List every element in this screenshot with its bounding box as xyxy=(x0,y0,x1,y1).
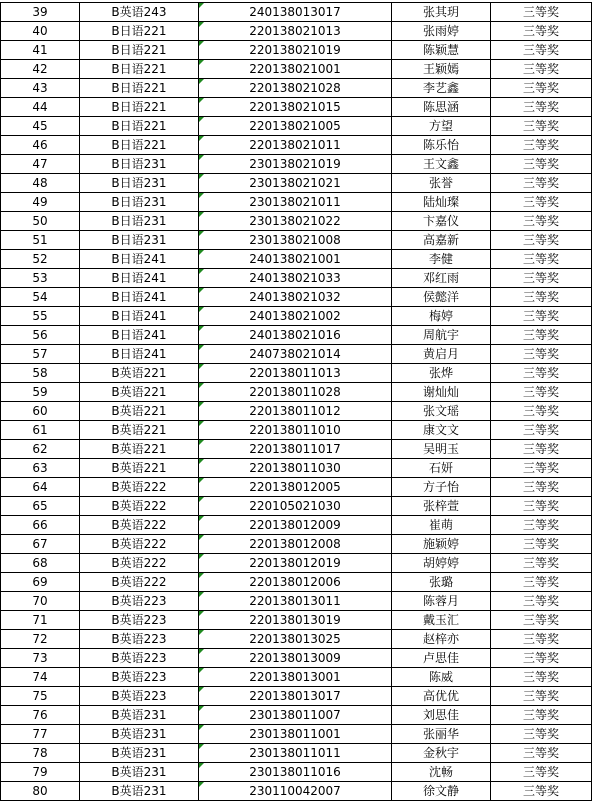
cell-student-id[interactable]: 220138013017 xyxy=(199,687,392,706)
cell-serial-number[interactable]: 74 xyxy=(1,668,80,687)
cell-student-name[interactable]: 陈思涵 xyxy=(392,98,491,117)
cell-serial-number[interactable]: 59 xyxy=(1,383,80,402)
cell-award-level[interactable]: 三等奖 xyxy=(491,421,592,440)
cell-student-id[interactable]: 230138011001 xyxy=(199,725,392,744)
cell-student-id[interactable]: 220138021001 xyxy=(199,60,392,79)
cell-award-level[interactable]: 三等奖 xyxy=(491,687,592,706)
cell-award-level[interactable]: 三等奖 xyxy=(491,402,592,421)
table-row xyxy=(1,687,592,706)
cell-serial-number[interactable]: 62 xyxy=(1,440,80,459)
cell-award-level[interactable]: 三等奖 xyxy=(491,364,592,383)
cell-class[interactable]: B英语221 xyxy=(80,459,199,478)
cell-award-level[interactable]: 三等奖 xyxy=(491,3,592,22)
cell-student-name[interactable]: 高嘉新 xyxy=(392,231,491,250)
cell-student-id[interactable]: 230110042007 xyxy=(199,782,392,801)
cell-class[interactable]: B英语231 xyxy=(80,763,199,782)
cell-class[interactable]: B日语221 xyxy=(80,98,199,117)
cell-award-level[interactable]: 三等奖 xyxy=(491,478,592,497)
cell-serial-number[interactable]: 45 xyxy=(1,117,80,136)
table-row xyxy=(1,212,592,231)
cell-class[interactable]: B日语241 xyxy=(80,250,199,269)
cell-student-id[interactable]: 220138012008 xyxy=(199,535,392,554)
table-row xyxy=(1,535,592,554)
cell-student-name[interactable]: 邓红雨 xyxy=(392,269,491,288)
cell-student-id[interactable]: 220138021011 xyxy=(199,136,392,155)
cell-serial-number[interactable]: 39 xyxy=(1,3,80,22)
cell-award-level[interactable]: 三等奖 xyxy=(491,763,592,782)
cell-student-id[interactable]: 220138021019 xyxy=(199,41,392,60)
table-row xyxy=(1,725,592,744)
cell-class[interactable]: B日语221 xyxy=(80,79,199,98)
cell-serial-number[interactable]: 78 xyxy=(1,744,80,763)
cell-award-level[interactable]: 三等奖 xyxy=(491,611,592,630)
cell-class[interactable]: B英语223 xyxy=(80,592,199,611)
cell-class[interactable]: B英语221 xyxy=(80,440,199,459)
cell-class[interactable]: B英语222 xyxy=(80,554,199,573)
cell-student-id[interactable]: 230138021022 xyxy=(199,212,392,231)
cell-student-name[interactable]: 石妍 xyxy=(392,459,491,478)
cell-student-name[interactable]: 卢思佳 xyxy=(392,649,491,668)
cell-award-level[interactable]: 三等奖 xyxy=(491,79,592,98)
cell-award-level[interactable]: 三等奖 xyxy=(491,288,592,307)
cell-award-level[interactable]: 三等奖 xyxy=(491,782,592,801)
cell-serial-number[interactable]: 70 xyxy=(1,592,80,611)
cell-class[interactable]: B英语223 xyxy=(80,687,199,706)
table-row xyxy=(1,155,592,174)
table-row xyxy=(1,345,592,364)
table-row xyxy=(1,174,592,193)
cell-serial-number[interactable]: 46 xyxy=(1,136,80,155)
cell-student-id[interactable]: 220138012009 xyxy=(199,516,392,535)
cell-class[interactable]: B英语243 xyxy=(80,3,199,22)
cell-award-level[interactable]: 三等奖 xyxy=(491,269,592,288)
cell-serial-number[interactable]: 42 xyxy=(1,60,80,79)
cell-award-level[interactable]: 三等奖 xyxy=(491,383,592,402)
cell-class[interactable]: B日语241 xyxy=(80,345,199,364)
cell-class[interactable]: B日语241 xyxy=(80,269,199,288)
cell-student-name[interactable]: 王文鑫 xyxy=(392,155,491,174)
cell-class[interactable]: B日语221 xyxy=(80,22,199,41)
table-row xyxy=(1,649,592,668)
cell-serial-number[interactable]: 76 xyxy=(1,706,80,725)
cell-class[interactable]: B日语231 xyxy=(80,174,199,193)
cell-student-id[interactable]: 230138011011 xyxy=(199,744,392,763)
cell-serial-number[interactable]: 65 xyxy=(1,497,80,516)
cell-student-id[interactable]: 230138011016 xyxy=(199,763,392,782)
cell-student-name[interactable]: 张璐 xyxy=(392,573,491,592)
cell-student-name[interactable]: 谢灿灿 xyxy=(392,383,491,402)
cell-student-name[interactable]: 吴明玉 xyxy=(392,440,491,459)
cell-student-name[interactable]: 陈乐怡 xyxy=(392,136,491,155)
table-row xyxy=(1,611,592,630)
cell-class[interactable]: B日语221 xyxy=(80,60,199,79)
cell-serial-number[interactable]: 47 xyxy=(1,155,80,174)
cell-serial-number[interactable]: 40 xyxy=(1,22,80,41)
cell-student-id[interactable]: 220138012019 xyxy=(199,554,392,573)
cell-award-level[interactable]: 三等奖 xyxy=(491,174,592,193)
cell-student-name[interactable]: 陈威 xyxy=(392,668,491,687)
cell-class[interactable]: B英语223 xyxy=(80,611,199,630)
cell-award-level[interactable]: 三等奖 xyxy=(491,307,592,326)
cell-student-name[interactable]: 张梓萱 xyxy=(392,497,491,516)
cell-class[interactable]: B英语221 xyxy=(80,383,199,402)
table-row xyxy=(1,307,592,326)
cell-award-level[interactable]: 三等奖 xyxy=(491,592,592,611)
cell-serial-number[interactable]: 51 xyxy=(1,231,80,250)
cell-class[interactable]: B日语231 xyxy=(80,231,199,250)
cell-serial-number[interactable]: 54 xyxy=(1,288,80,307)
cell-award-level[interactable]: 三等奖 xyxy=(491,98,592,117)
cell-class[interactable]: B英语222 xyxy=(80,497,199,516)
table-row xyxy=(1,402,592,421)
table-row xyxy=(1,554,592,573)
cell-award-level[interactable]: 三等奖 xyxy=(491,440,592,459)
cell-award-level[interactable]: 三等奖 xyxy=(491,326,592,345)
cell-student-name[interactable]: 李健 xyxy=(392,250,491,269)
cell-student-id[interactable]: 220105021030 xyxy=(199,497,392,516)
cell-class[interactable]: B英语231 xyxy=(80,725,199,744)
cell-student-id[interactable]: 220138021013 xyxy=(199,22,392,41)
cell-student-name[interactable]: 徐文静 xyxy=(392,782,491,801)
cell-student-id[interactable]: 230138021021 xyxy=(199,174,392,193)
cell-student-id[interactable]: 220138013001 xyxy=(199,668,392,687)
cell-class[interactable]: B英语223 xyxy=(80,630,199,649)
cell-serial-number[interactable]: 50 xyxy=(1,212,80,231)
cell-award-level[interactable]: 三等奖 xyxy=(491,41,592,60)
cell-award-level[interactable]: 三等奖 xyxy=(491,117,592,136)
cell-student-id[interactable]: 220138021015 xyxy=(199,98,392,117)
cell-student-name[interactable]: 张雨婷 xyxy=(392,22,491,41)
cell-student-name[interactable]: 金秋宇 xyxy=(392,744,491,763)
cell-student-id[interactable]: 220138013025 xyxy=(199,630,392,649)
table-row xyxy=(1,668,592,687)
cell-award-level[interactable]: 三等奖 xyxy=(491,725,592,744)
cell-class[interactable]: B英语222 xyxy=(80,478,199,497)
table-row xyxy=(1,269,592,288)
cell-student-id[interactable]: 240138021033 xyxy=(199,269,392,288)
cell-student-name[interactable]: 黄启月 xyxy=(392,345,491,364)
cell-serial-number[interactable]: 48 xyxy=(1,174,80,193)
cell-class[interactable]: B日语221 xyxy=(80,41,199,60)
cell-class[interactable]: B英语231 xyxy=(80,706,199,725)
cell-award-level[interactable]: 三等奖 xyxy=(491,554,592,573)
cell-serial-number[interactable]: 63 xyxy=(1,459,80,478)
cell-class[interactable]: B日语241 xyxy=(80,307,199,326)
cell-class[interactable]: B日语221 xyxy=(80,117,199,136)
award-list-table xyxy=(0,2,592,801)
cell-student-id[interactable]: 220138011028 xyxy=(199,383,392,402)
cell-student-name[interactable]: 王颖嫣 xyxy=(392,60,491,79)
table-row xyxy=(1,592,592,611)
cell-serial-number[interactable]: 68 xyxy=(1,554,80,573)
cell-student-name[interactable]: 张文瑶 xyxy=(392,402,491,421)
cell-class[interactable]: B英语221 xyxy=(80,364,199,383)
cell-serial-number[interactable]: 49 xyxy=(1,193,80,212)
cell-class[interactable]: B日语231 xyxy=(80,212,199,231)
cell-student-name[interactable]: 施颖婷 xyxy=(392,535,491,554)
cell-serial-number[interactable]: 77 xyxy=(1,725,80,744)
table-row xyxy=(1,706,592,725)
cell-student-name[interactable]: 戴玉汇 xyxy=(392,611,491,630)
cell-student-name[interactable]: 张誉 xyxy=(392,174,491,193)
cell-student-id[interactable]: 220138011017 xyxy=(199,440,392,459)
cell-serial-number[interactable]: 61 xyxy=(1,421,80,440)
table-row xyxy=(1,22,592,41)
table-row xyxy=(1,440,592,459)
cell-class[interactable]: B英语222 xyxy=(80,516,199,535)
cell-student-name[interactable]: 高优优 xyxy=(392,687,491,706)
cell-class[interactable]: B日语231 xyxy=(80,155,199,174)
table-row xyxy=(1,250,592,269)
cell-serial-number[interactable]: 64 xyxy=(1,478,80,497)
cell-class[interactable]: B日语241 xyxy=(80,326,199,345)
cell-student-id[interactable]: 220138021005 xyxy=(199,117,392,136)
cell-student-name[interactable]: 康文文 xyxy=(392,421,491,440)
cell-serial-number[interactable]: 60 xyxy=(1,402,80,421)
cell-award-level[interactable]: 三等奖 xyxy=(491,630,592,649)
table-row xyxy=(1,421,592,440)
table-row xyxy=(1,193,592,212)
table-row xyxy=(1,478,592,497)
table-row xyxy=(1,516,592,535)
cell-class[interactable]: B英语231 xyxy=(80,744,199,763)
cell-serial-number[interactable]: 79 xyxy=(1,763,80,782)
cell-student-name[interactable]: 胡婷婷 xyxy=(392,554,491,573)
cell-serial-number[interactable]: 41 xyxy=(1,41,80,60)
table-row xyxy=(1,3,592,22)
cell-student-id[interactable]: 220138011012 xyxy=(199,402,392,421)
cell-student-id[interactable]: 220138013019 xyxy=(199,611,392,630)
cell-student-id[interactable]: 230138021008 xyxy=(199,231,392,250)
cell-award-level[interactable]: 三等奖 xyxy=(491,459,592,478)
cell-student-id[interactable]: 220138011013 xyxy=(199,364,392,383)
cell-award-level[interactable]: 三等奖 xyxy=(491,497,592,516)
table-row xyxy=(1,79,592,98)
table-row xyxy=(1,744,592,763)
cell-student-id[interactable]: 240738021014 xyxy=(199,345,392,364)
cell-serial-number[interactable]: 67 xyxy=(1,535,80,554)
cell-student-name[interactable]: 刘思佳 xyxy=(392,706,491,725)
cell-award-level[interactable]: 三等奖 xyxy=(491,136,592,155)
cell-student-name[interactable]: 沈畅 xyxy=(392,763,491,782)
cell-award-level[interactable]: 三等奖 xyxy=(491,345,592,364)
cell-student-id[interactable]: 240138021002 xyxy=(199,307,392,326)
cell-serial-number[interactable]: 80 xyxy=(1,782,80,801)
cell-award-level[interactable]: 三等奖 xyxy=(491,231,592,250)
cell-serial-number[interactable]: 57 xyxy=(1,345,80,364)
cell-serial-number[interactable]: 69 xyxy=(1,573,80,592)
cell-student-id[interactable]: 220138013011 xyxy=(199,592,392,611)
cell-student-id[interactable]: 220138013009 xyxy=(199,649,392,668)
cell-serial-number[interactable]: 66 xyxy=(1,516,80,535)
cell-student-name[interactable]: 周航宇 xyxy=(392,326,491,345)
table-row xyxy=(1,459,592,478)
cell-award-level[interactable]: 三等奖 xyxy=(491,744,592,763)
cell-serial-number[interactable]: 56 xyxy=(1,326,80,345)
cell-student-name[interactable]: 张其玥 xyxy=(392,3,491,22)
cell-student-name[interactable]: 方望 xyxy=(392,117,491,136)
cell-class[interactable]: B英语223 xyxy=(80,668,199,687)
table-row xyxy=(1,98,592,117)
cell-student-name[interactable]: 侯懿洋 xyxy=(392,288,491,307)
cell-award-level[interactable]: 三等奖 xyxy=(491,535,592,554)
cell-award-level[interactable]: 三等奖 xyxy=(491,573,592,592)
cell-student-id[interactable]: 240138021016 xyxy=(199,326,392,345)
cell-award-level[interactable]: 三等奖 xyxy=(491,155,592,174)
cell-award-level[interactable]: 三等奖 xyxy=(491,706,592,725)
cell-student-name[interactable]: 陈颖慧 xyxy=(392,41,491,60)
cell-student-id[interactable]: 240138013017 xyxy=(199,3,392,22)
cell-class[interactable]: B英语221 xyxy=(80,402,199,421)
cell-student-id[interactable]: 220138011010 xyxy=(199,421,392,440)
cell-serial-number[interactable]: 52 xyxy=(1,250,80,269)
cell-student-id[interactable]: 220138021028 xyxy=(199,79,392,98)
cell-student-id[interactable]: 240138021001 xyxy=(199,250,392,269)
cell-award-level[interactable]: 三等奖 xyxy=(491,60,592,79)
table-row xyxy=(1,41,592,60)
cell-serial-number[interactable]: 53 xyxy=(1,269,80,288)
table-row xyxy=(1,497,592,516)
cell-student-name[interactable]: 卞嘉仪 xyxy=(392,212,491,231)
cell-serial-number[interactable]: 58 xyxy=(1,364,80,383)
cell-class[interactable]: B日语231 xyxy=(80,193,199,212)
table-row xyxy=(1,782,592,801)
table-row xyxy=(1,136,592,155)
table-row xyxy=(1,326,592,345)
cell-class[interactable]: B日语221 xyxy=(80,136,199,155)
cell-student-name[interactable]: 陈蓉月 xyxy=(392,592,491,611)
cell-student-id[interactable]: 230138021011 xyxy=(199,193,392,212)
cell-award-level[interactable]: 三等奖 xyxy=(491,516,592,535)
cell-student-id[interactable]: 240138021032 xyxy=(199,288,392,307)
cell-serial-number[interactable]: 73 xyxy=(1,649,80,668)
cell-award-level[interactable]: 三等奖 xyxy=(491,649,592,668)
cell-student-id[interactable]: 220138012005 xyxy=(199,478,392,497)
cell-award-level[interactable]: 三等奖 xyxy=(491,212,592,231)
table-row xyxy=(1,383,592,402)
cell-serial-number[interactable]: 72 xyxy=(1,630,80,649)
cell-serial-number[interactable]: 44 xyxy=(1,98,80,117)
cell-student-name[interactable]: 方子怡 xyxy=(392,478,491,497)
table-row xyxy=(1,288,592,307)
cell-student-name[interactable]: 崔萌 xyxy=(392,516,491,535)
award-list-body xyxy=(1,3,592,801)
cell-class[interactable]: B日语241 xyxy=(80,288,199,307)
cell-student-name[interactable]: 陆灿璨 xyxy=(392,193,491,212)
cell-student-name[interactable]: 张丽华 xyxy=(392,725,491,744)
table-row xyxy=(1,763,592,782)
cell-class[interactable]: B英语222 xyxy=(80,573,199,592)
cell-class[interactable]: B英语231 xyxy=(80,782,199,801)
cell-student-name[interactable]: 李艺鑫 xyxy=(392,79,491,98)
cell-serial-number[interactable]: 75 xyxy=(1,687,80,706)
cell-student-id[interactable]: 220138012006 xyxy=(199,573,392,592)
cell-award-level[interactable]: 三等奖 xyxy=(491,668,592,687)
cell-award-level[interactable]: 三等奖 xyxy=(491,193,592,212)
cell-student-name[interactable]: 张烨 xyxy=(392,364,491,383)
table-row xyxy=(1,60,592,79)
table-row xyxy=(1,117,592,136)
cell-student-name[interactable]: 梅婷 xyxy=(392,307,491,326)
cell-student-id[interactable]: 230138011007 xyxy=(199,706,392,725)
cell-award-level[interactable]: 三等奖 xyxy=(491,250,592,269)
cell-class[interactable]: B英语222 xyxy=(80,535,199,554)
cell-class[interactable]: B英语221 xyxy=(80,421,199,440)
cell-award-level[interactable]: 三等奖 xyxy=(491,22,592,41)
table-row xyxy=(1,231,592,250)
cell-class[interactable]: B英语223 xyxy=(80,649,199,668)
cell-serial-number[interactable]: 55 xyxy=(1,307,80,326)
cell-student-id[interactable]: 220138011030 xyxy=(199,459,392,478)
cell-serial-number[interactable]: 43 xyxy=(1,79,80,98)
table-row xyxy=(1,630,592,649)
cell-serial-number[interactable]: 71 xyxy=(1,611,80,630)
cell-student-id[interactable]: 230138021019 xyxy=(199,155,392,174)
table-row xyxy=(1,364,592,383)
table-row xyxy=(1,573,592,592)
cell-student-name[interactable]: 赵梓亦 xyxy=(392,630,491,649)
